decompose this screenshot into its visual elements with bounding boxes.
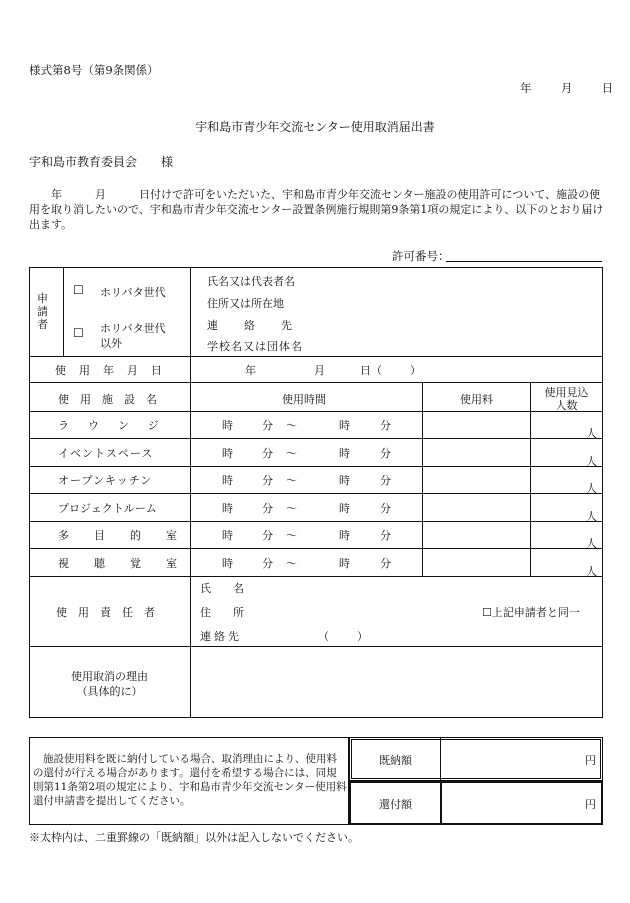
responsible-contact-paren-open: （ [318, 630, 329, 643]
time-minute-start: 分 [262, 474, 273, 487]
document-title: 宇和島市青少年交流センター使用取消届出書 [195, 120, 435, 134]
submission-date [520, 80, 613, 96]
time-tilde: 〜 [286, 557, 297, 570]
time-hour-start: 時 [222, 419, 233, 432]
responsible-address-label: 住 所 [200, 606, 244, 619]
paid-amount-label: 既納額 [379, 754, 412, 767]
responsible-contact-label: 連絡先 [200, 630, 242, 643]
responsible-name-label: 氏 名 [200, 582, 244, 595]
people-header-2: 人数 [555, 399, 578, 412]
refund-amount-label: 還付額 [379, 798, 412, 811]
time-hour-start: 時 [222, 529, 233, 542]
time-hour-end: 時 [339, 557, 350, 570]
use-date-close: ） [410, 364, 421, 377]
facility-av-room: 視聴覚室 [58, 557, 202, 570]
use-date-label: 使用年月日 [55, 364, 175, 377]
time-minute-end: 分 [380, 419, 391, 432]
option-other-label-1: ホリバタ世代 [100, 322, 166, 335]
applicant-label: 申請者 [37, 292, 48, 331]
responsible-label: 使用責任者 [56, 606, 166, 619]
time-minute-end: 分 [380, 474, 391, 487]
use-date-year: 年 [245, 364, 256, 377]
time-minute-end: 分 [380, 447, 391, 460]
people-unit: 人 [586, 482, 597, 495]
people-unit: 人 [586, 537, 597, 550]
addressee: 宇和島市教育委員会 様 [29, 155, 174, 169]
time-minute-end: 分 [380, 557, 391, 570]
applicant-name-label: 氏名又は代表者名 [207, 275, 295, 288]
time-minute-end: 分 [380, 529, 391, 542]
time-minute-end: 分 [380, 502, 391, 515]
facility-open-kitchen: オープンキッチン [58, 474, 153, 487]
time-minute-start: 分 [262, 529, 273, 542]
time-tilde: 〜 [286, 502, 297, 515]
time-hour-end: 時 [339, 529, 350, 542]
facility-multipurpose-room: 多目的室 [58, 529, 202, 542]
time-hour-end: 時 [339, 447, 350, 460]
time-hour-end: 時 [339, 502, 350, 515]
facility-name-header: 使用施設名 [58, 393, 168, 406]
facility-event-space: イベントスペース [58, 447, 154, 460]
applicant-address-label: 住所又は所在地 [207, 297, 284, 310]
same-as-applicant-checkbox[interactable]: ☐上記申請者と同一 [482, 606, 580, 619]
time-hour-end: 時 [339, 419, 350, 432]
time-hour-end: 時 [339, 474, 350, 487]
refund-amount-yen: 円 [585, 798, 596, 811]
paid-amount-yen: 円 [585, 754, 596, 767]
cancel-reason-label-1: 使用取消の理由 [71, 670, 148, 683]
option-horibata-label: ホリバタ世代 [100, 286, 166, 299]
people-unit: 人 [586, 565, 597, 578]
time-hour-start: 時 [222, 557, 233, 570]
use-time-header: 使用時間 [282, 393, 326, 406]
facility-lounge: ラウンジ [58, 419, 178, 432]
option-other-checkbox[interactable]: ☐ [73, 326, 84, 340]
option-horibata-checkbox[interactable]: ☐ [73, 283, 84, 297]
time-tilde: 〜 [286, 419, 297, 432]
time-hour-start: 時 [222, 447, 233, 460]
refund-note: 施設使用料を既に納付している場合、取消理由により、使用料の還付が行える場合があります。還付を希望する場合には、同規則第11条第2項の規定により、宇和島市青少年交流センター使用料還付申請書を提出してください。 [33, 753, 347, 807]
time-tilde: 〜 [286, 474, 297, 487]
option-other-label-2: 以外 [100, 337, 122, 350]
people-unit: 人 [586, 510, 597, 523]
date-year-label: 年 [520, 81, 532, 95]
fee-header: 使用料 [460, 393, 493, 406]
date-month-label: 月 [560, 81, 573, 95]
use-date-month: 月 [314, 364, 325, 377]
time-hour-start: 時 [222, 502, 233, 515]
people-unit: 人 [586, 455, 597, 468]
time-minute-start: 分 [262, 502, 273, 515]
time-minute-start: 分 [262, 419, 273, 432]
time-tilde: 〜 [286, 447, 297, 460]
time-tilde: 〜 [286, 529, 297, 542]
people-header-1: 使用見込 [544, 386, 589, 399]
cancel-reason-label-2: （具体的に） [76, 685, 143, 698]
responsible-contact-paren-close: ） [357, 630, 368, 643]
form-number: 様式第8号（第9条関係） [29, 63, 159, 77]
date-day-label: 日 [601, 81, 614, 95]
applicant-school-label: 学校名又は団体名 [207, 340, 303, 353]
facility-project-room: プロジェクトルーム [58, 502, 157, 515]
intro-paragraph: 年 月 日付けで許可をいただいた、宇和島市青少年交流センター施設の使用許可について、施設の使用を取り消したいので、宇和島市青少年交流センター設置条例施行規則第9条第1項の規定により、以下のとおり届け出ます。 [29, 188, 604, 231]
people-unit: 人 [586, 427, 597, 440]
permit-number-field[interactable] [446, 261, 602, 262]
use-date-day: 日（ [360, 364, 382, 377]
permit-number-label: 許可番号： [392, 249, 450, 263]
time-hour-start: 時 [222, 474, 233, 487]
time-minute-start: 分 [262, 557, 273, 570]
time-minute-start: 分 [262, 447, 273, 460]
applicant-contact-label: 連絡先 [207, 319, 318, 332]
footnote: ※太枠内は、二重罫線の「既納額」以外は記入しないでください。 [29, 831, 359, 844]
